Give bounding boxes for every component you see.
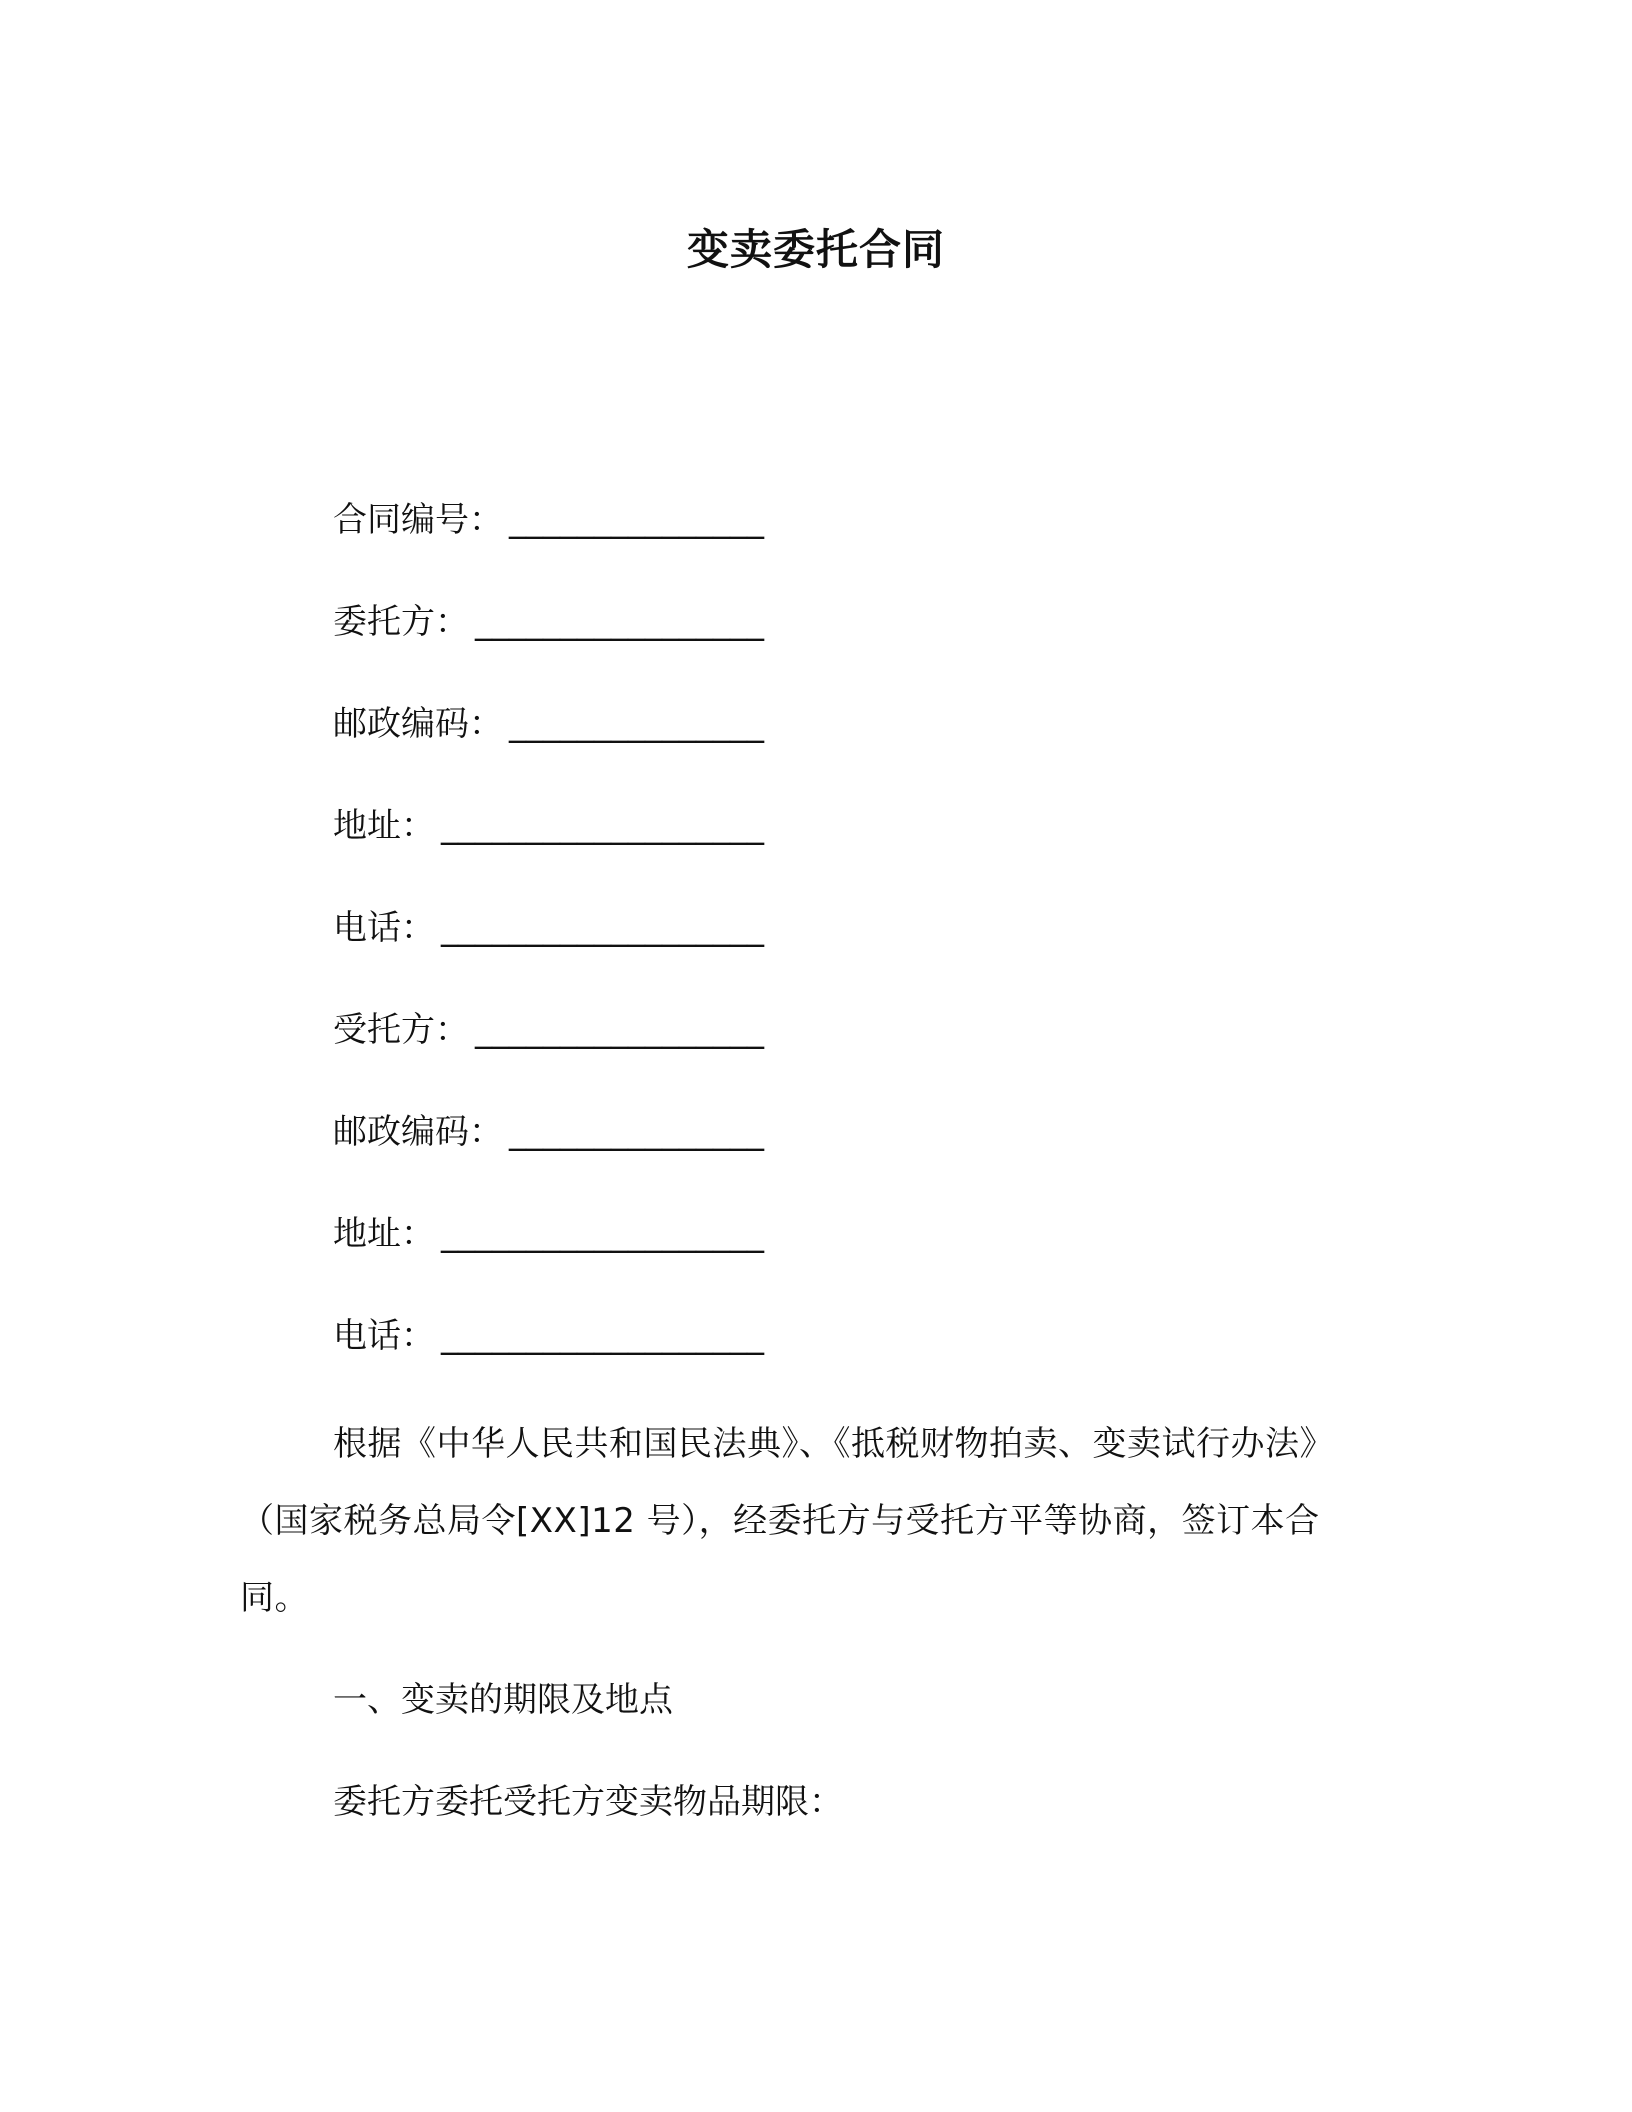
fill-in-blank[interactable]: _______________ <box>509 500 764 540</box>
fill-in-blank[interactable]: _______________ <box>509 1112 764 1152</box>
contract-number-field <box>333 492 764 548</box>
client-address-field <box>333 798 764 854</box>
trustee-field <box>333 1002 764 1058</box>
field-label: 邮政编码： <box>333 1112 503 1152</box>
field-label: 地址： <box>333 806 435 846</box>
field-label: 地址： <box>333 1214 435 1254</box>
section-clause: 委托方委托受托方变卖物品期限： <box>333 1782 843 1822</box>
client-phone-field <box>333 900 764 956</box>
fill-in-blank[interactable]: ___________________ <box>441 806 764 846</box>
fill-in-blank[interactable]: _______________ <box>509 704 764 744</box>
field-label: 委托方： <box>333 602 469 642</box>
fill-in-blank[interactable]: _________________ <box>475 1010 764 1050</box>
field-label: 电话： <box>333 1316 435 1356</box>
field-label: 邮政编码： <box>333 704 503 744</box>
fill-in-blank[interactable]: ___________________ <box>441 1214 764 1254</box>
field-label: 合同编号： <box>333 500 503 540</box>
trustee-address-field <box>333 1206 764 1262</box>
section-heading: 一、变卖的期限及地点 <box>333 1680 673 1720</box>
field-label: 受托方： <box>333 1010 469 1050</box>
client-postal-code-field <box>333 696 764 752</box>
fill-in-blank[interactable]: ___________________ <box>441 908 764 948</box>
document-title: 变卖委托合同 <box>686 225 945 274</box>
fill-in-blank[interactable]: _________________ <box>475 602 764 642</box>
field-label: 电话： <box>333 908 435 948</box>
intro-paragraph: 根据《中华人民共和国民法典》、《抵税财物拍卖、变卖试行办法》（国家税务总局令[XX]12 号），经委托方与受托方平等协商，签订本合同。 <box>240 1424 1334 1618</box>
client-field <box>333 594 764 650</box>
trustee-phone-field <box>333 1308 764 1364</box>
trustee-postal-code-field <box>333 1104 764 1160</box>
fill-in-blank[interactable]: ___________________ <box>441 1316 764 1356</box>
